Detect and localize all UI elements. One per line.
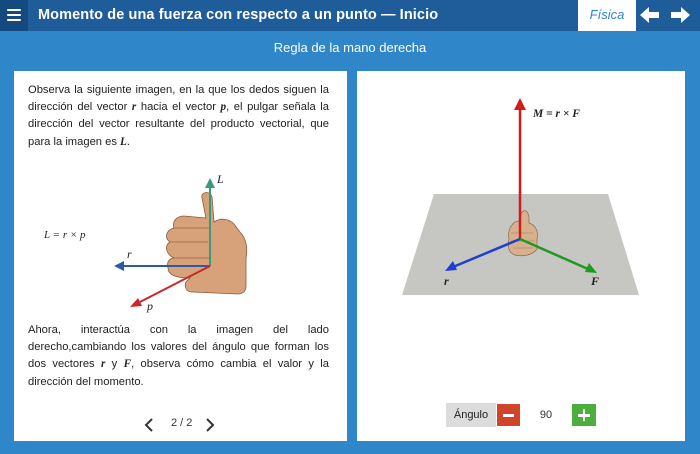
angle-input[interactable] xyxy=(520,404,572,426)
text-segment: Observa la siguiente imagen, en la que los dedos siguen la dirección del vector xyxy=(28,84,329,114)
chevron-right-icon[interactable] xyxy=(205,418,215,432)
menu-button[interactable] xyxy=(0,0,28,31)
vector-r-arrowhead xyxy=(114,261,124,271)
hamburger-icon-line xyxy=(7,14,21,16)
section-subtitle: Regla de la mano derecha xyxy=(273,40,427,55)
pager xyxy=(144,414,224,434)
interactive-panel xyxy=(357,71,685,441)
hand-image xyxy=(167,193,247,294)
arrow-right-icon[interactable] xyxy=(670,6,690,24)
vector-p-arrowhead xyxy=(130,298,142,307)
minus-icon xyxy=(503,414,514,417)
arrow-left-icon[interactable] xyxy=(640,6,660,24)
hamburger-icon xyxy=(7,9,21,11)
text-segment: Ahora, interactúa con la imagen del lado derecho,cambiando los valores del ángulo que forman los dos vectores xyxy=(28,324,329,371)
vector-L-arrowhead xyxy=(205,178,215,188)
chevron-left-icon[interactable] xyxy=(144,418,154,432)
angle-control xyxy=(446,403,596,427)
angle-label: Ángulo xyxy=(446,403,496,427)
instruction-paragraph xyxy=(28,322,329,391)
figure-equation: L = r × p xyxy=(44,229,86,241)
increase-angle-button[interactable] xyxy=(572,404,596,426)
vector-L-symbol: L xyxy=(120,135,127,148)
page-title: Momento de una fuerza con respecto a un punto — Inicio xyxy=(38,7,439,23)
explanation-panel xyxy=(14,71,347,441)
top-bar xyxy=(0,0,700,31)
page-indicator: 2 / 2 xyxy=(171,417,193,429)
vector-p-symbol: p xyxy=(220,101,227,114)
3d-vector-scene[interactable] xyxy=(357,71,685,401)
vector-r-symbol: r xyxy=(131,101,137,114)
text-segment: hacia el vector xyxy=(136,101,221,114)
intro-paragraph xyxy=(28,82,329,151)
vector-M-arrowhead xyxy=(514,98,526,110)
right-hand-rule-figure xyxy=(14,166,347,316)
subject-tab[interactable]: Física xyxy=(578,0,636,33)
vector-F-label: F xyxy=(591,274,600,288)
vector-F-symbol: F xyxy=(123,358,132,371)
plus-icon-vertical xyxy=(583,409,586,421)
vector-r-label: r xyxy=(444,274,449,288)
text-segment: y xyxy=(105,358,124,371)
decrease-angle-button[interactable] xyxy=(497,404,520,426)
text-segment: . xyxy=(126,135,130,148)
hamburger-icon-line xyxy=(7,19,21,21)
vector-r-symbol: r xyxy=(100,358,106,371)
text-segment: , observa cómo cambia el valor y la dirección del momento. xyxy=(28,358,329,388)
vector-L-label: L xyxy=(217,172,224,186)
vector-p-label: p xyxy=(147,299,153,313)
text-segment: , el pulgar señala la dirección del vector resultante del producto vectorial, que para la imagen es xyxy=(28,101,329,148)
vector-r-label: r xyxy=(127,247,132,261)
vector-M-equation: M = r × F xyxy=(533,108,580,120)
